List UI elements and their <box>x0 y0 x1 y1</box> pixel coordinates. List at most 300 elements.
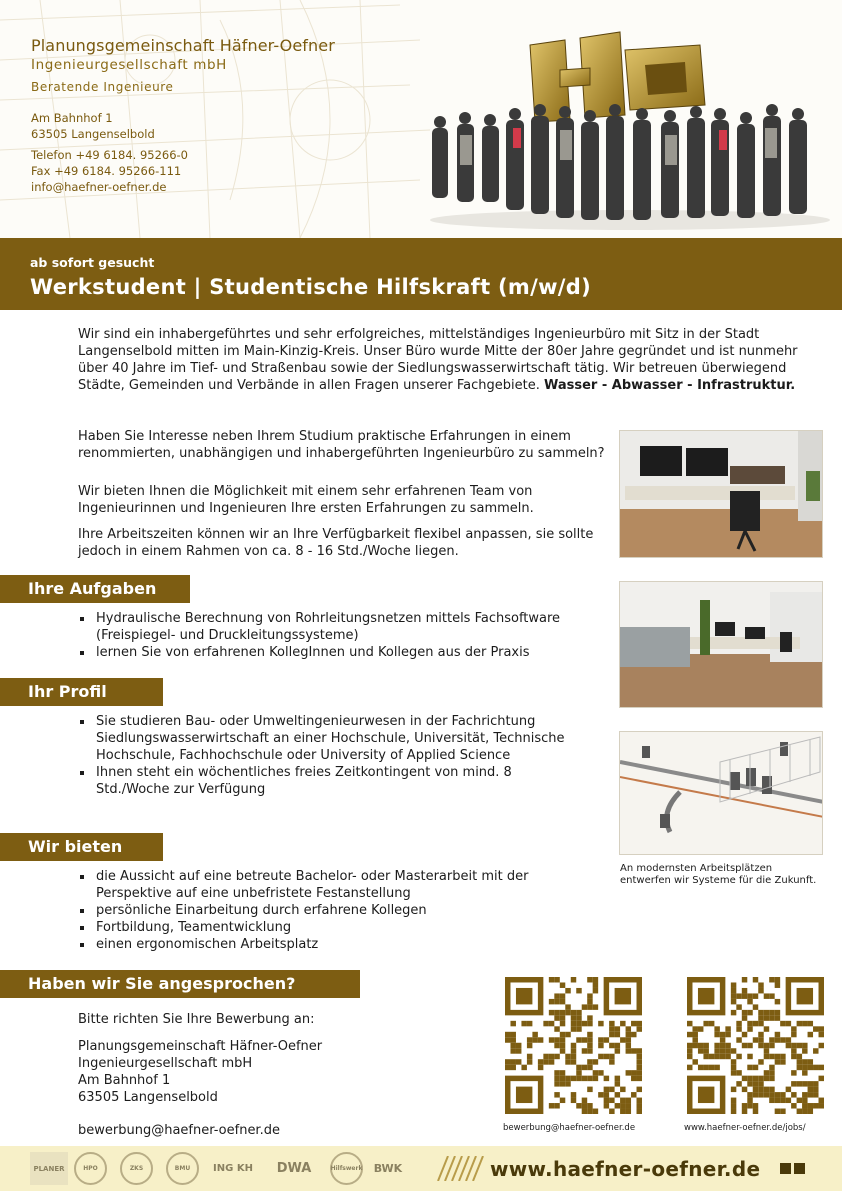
qr-module <box>769 1015 774 1020</box>
dwa-logo: DWA <box>276 1161 312 1176</box>
qr-module <box>554 1015 559 1020</box>
qr-finder-inner <box>516 1087 532 1103</box>
qr-module <box>802 1081 807 1086</box>
list-item: einen ergonomischen Arbeitsplatz <box>78 936 578 953</box>
qr-module <box>587 1059 592 1064</box>
qr-module <box>576 1015 581 1020</box>
qr-module <box>753 1037 758 1042</box>
qr-module <box>527 1043 532 1048</box>
qr-module <box>769 1065 774 1070</box>
qr-module <box>802 1098 807 1103</box>
qr-module <box>560 1032 565 1037</box>
qr-module <box>560 1098 565 1103</box>
qr-module <box>731 993 736 998</box>
qr-module <box>576 1103 581 1108</box>
qr-module <box>764 1092 769 1097</box>
qr-module <box>609 1021 614 1026</box>
qr-module <box>731 1087 736 1092</box>
qr-module <box>780 1098 785 1103</box>
qr-module <box>775 1032 780 1037</box>
intro-emphasis: Wasser - Abwasser - Infrastruktur. <box>543 378 796 393</box>
qr-module <box>576 1021 581 1026</box>
qr-module <box>753 1081 758 1086</box>
qr-module <box>819 1065 824 1070</box>
qr-module <box>576 1026 581 1031</box>
qr-module <box>538 1065 543 1070</box>
qr-module <box>725 1026 730 1031</box>
qr-module <box>819 1043 824 1048</box>
qr-module <box>571 1054 576 1059</box>
office-photo-room <box>619 581 823 708</box>
qr-module <box>582 1021 587 1026</box>
qr-module <box>615 1081 620 1086</box>
email-link[interactable]: info@haefner-oefner.de <box>31 180 167 194</box>
qr-module <box>758 1043 763 1048</box>
qr-module <box>720 1037 725 1042</box>
qr-caption-email: bewerbung@haefner-oefner.de <box>503 1123 636 1133</box>
qr-module <box>637 1109 642 1114</box>
qr-module <box>609 1059 614 1064</box>
qr-module <box>527 1021 532 1026</box>
banner-pretitle: ab sofort gesucht <box>30 255 155 270</box>
qr-module <box>582 1103 587 1108</box>
qr-module <box>813 1092 818 1097</box>
qr-module <box>571 1059 576 1064</box>
qr-module <box>560 1070 565 1075</box>
qr-module <box>813 1026 818 1031</box>
planer-logo: PLANER <box>30 1152 68 1185</box>
qr-module <box>802 1059 807 1064</box>
qr-module <box>747 1081 752 1086</box>
qr-module <box>598 1054 603 1059</box>
qr-module <box>742 1087 747 1092</box>
qr-module <box>576 1076 581 1081</box>
qr-module <box>703 1048 708 1053</box>
qr-module <box>609 1087 614 1092</box>
qr-module <box>775 1015 780 1020</box>
qr-module <box>758 1087 763 1092</box>
qr-module <box>764 1048 769 1053</box>
qr-module <box>703 1065 708 1070</box>
footer-square-icon <box>794 1163 805 1174</box>
qr-module <box>731 982 736 987</box>
qr-module <box>626 1109 631 1114</box>
qr-module <box>758 1081 763 1086</box>
qr-module <box>709 1021 714 1026</box>
qr-module <box>565 1032 570 1037</box>
list-item: Sie studieren Bau- oder Umweltingenieurwesen in der Fachrichtung Siedlungswasserwirtschaft an einer Hochschule, Universität, Technische Hochschule, Fachhochschule oder University of Applied Science <box>78 713 578 764</box>
qr-module <box>786 1037 791 1042</box>
qr-module <box>736 1054 741 1059</box>
qr-module <box>819 1076 824 1081</box>
qr-module <box>554 1043 559 1048</box>
qr-module <box>742 1032 747 1037</box>
qr-module <box>703 1054 708 1059</box>
fax-number: Fax +49 6184. 95266-111 <box>31 164 182 178</box>
contact-address <box>78 1038 322 1106</box>
qr-finder-inner <box>698 1087 714 1103</box>
qr-module <box>587 1015 592 1020</box>
qr-module <box>598 1092 603 1097</box>
qr-module <box>593 1070 598 1075</box>
qr-module <box>775 1109 780 1114</box>
qr-module <box>554 1076 559 1081</box>
qr-module <box>769 1098 774 1103</box>
qr-module <box>736 1026 741 1031</box>
qr-module <box>587 1037 592 1042</box>
qr-module <box>808 1087 813 1092</box>
qr-module <box>742 1109 747 1114</box>
qr-module <box>626 1032 631 1037</box>
qr-module <box>808 1109 813 1114</box>
qr-module <box>797 1054 802 1059</box>
qr-module <box>637 1098 642 1103</box>
qr-module <box>808 1092 813 1097</box>
qr-module <box>554 1070 559 1075</box>
qr-module <box>631 1048 636 1053</box>
qr-module <box>775 1059 780 1064</box>
qr-module <box>631 1021 636 1026</box>
qr-module <box>780 1109 785 1114</box>
qr-module <box>604 1054 609 1059</box>
qr-module <box>560 1010 565 1015</box>
qr-module <box>637 1087 642 1092</box>
qr-module <box>791 1070 796 1075</box>
qr-module <box>769 1070 774 1075</box>
qr-module <box>720 1032 725 1037</box>
qr-module <box>769 993 774 998</box>
qr-module <box>791 1054 796 1059</box>
qr-code-jobs[interactable] <box>687 977 824 1114</box>
qr-module <box>587 993 592 998</box>
company-contact <box>31 147 188 195</box>
qr-module <box>808 1021 813 1026</box>
qr-module <box>720 1054 725 1059</box>
qr-module <box>587 999 592 1004</box>
qr-module <box>731 1098 736 1103</box>
qr-module <box>764 1087 769 1092</box>
qr-module <box>620 1021 625 1026</box>
qr-module <box>758 1010 763 1015</box>
qr-module <box>604 1087 609 1092</box>
qr-module <box>571 1076 576 1081</box>
qr-module <box>709 1065 714 1070</box>
list-item: Hydraulische Berechnung von Rohrleitungsnetzen mittels Fachsoftware (Freispiegel- und Druckleitungssysteme) <box>78 610 598 644</box>
qr-module <box>747 1065 752 1070</box>
hpo-logo: HPO <box>74 1152 107 1185</box>
qr-module <box>791 1092 796 1097</box>
qr-module <box>808 1081 813 1086</box>
qr-module <box>565 988 570 993</box>
qr-module <box>598 1070 603 1075</box>
qr-module <box>698 1043 703 1048</box>
qr-module <box>631 1076 636 1081</box>
qr-module <box>742 993 747 998</box>
qr-module <box>742 977 747 982</box>
qr-module <box>797 1065 802 1070</box>
qr-module <box>598 1021 603 1026</box>
qr-module <box>631 1092 636 1097</box>
qr-module <box>637 1070 642 1075</box>
qr-module <box>791 1103 796 1108</box>
qr-module <box>769 1076 774 1081</box>
intro-text: Wir sind ein inhabergeführtes und sehr erfolgreiches, mittelständiges Ingenieurbüro mit Sitz in der Stadt Langenselbold mitten im Main-Kinzig-Kreis. Unser Büro wurde Mitte der 80er Jahre gegründet und ist nunmehr über 40 Jahre im Tief- und Straßenbau sowie der Siedlungswasserwirtschaft tätig. Wir betreuen überwiegend Städte, Gemeinden und Verbände in allen Fragen unserer Fachgebiete. <box>78 327 798 393</box>
qr-module <box>637 1054 642 1059</box>
qr-finder-inner <box>698 988 714 1004</box>
qr-module <box>742 1103 747 1108</box>
qr-module <box>637 1065 642 1070</box>
list-item: Fortbildung, Teamentwicklung <box>78 919 578 936</box>
qr-module <box>725 1054 730 1059</box>
qr-module <box>813 1065 818 1070</box>
qr-module <box>549 1037 554 1042</box>
qr-module <box>813 1081 818 1086</box>
qr-module <box>576 1070 581 1075</box>
qr-module <box>747 1092 752 1097</box>
zks-logo: ZKS <box>120 1152 153 1185</box>
qr-module <box>747 1103 752 1108</box>
section-heading-profil: Ihr Profil <box>0 678 163 706</box>
qr-module <box>747 1010 752 1015</box>
qr-module <box>505 1059 510 1064</box>
qr-module <box>747 1021 752 1026</box>
qr-module <box>565 1081 570 1086</box>
qr-module <box>615 1043 620 1048</box>
qr-module <box>731 1010 736 1015</box>
qr-module <box>802 1021 807 1026</box>
qr-module <box>554 1010 559 1015</box>
qr-caption-jobs: www.haefner-oefner.de/jobs/ <box>684 1123 806 1133</box>
qr-module <box>543 1059 548 1064</box>
qr-module <box>775 1092 780 1097</box>
qr-module <box>604 1037 609 1042</box>
qr-module <box>510 1043 515 1048</box>
list-item: lernen Sie von erfahrenen KollegInnen und Kollegen aus der Praxis <box>78 644 598 661</box>
qr-module <box>510 1048 515 1053</box>
qr-module <box>747 1098 752 1103</box>
qr-module <box>764 993 769 998</box>
job-title: Werkstudent | Studentische Hilfskraft (m/w/d) <box>30 275 591 299</box>
qr-module <box>692 1043 697 1048</box>
bmu-seal-logo: BMU <box>166 1152 199 1185</box>
qr-module <box>626 1103 631 1108</box>
qr-module <box>731 1070 736 1075</box>
qr-module <box>791 1032 796 1037</box>
qr-module <box>527 1054 532 1059</box>
people-group <box>432 104 807 220</box>
qr-module <box>510 1021 515 1026</box>
team-photo <box>420 10 842 232</box>
qr-module <box>626 1048 631 1053</box>
qr-module <box>797 1043 802 1048</box>
footer-square-icon <box>780 1163 791 1174</box>
qr-module <box>554 977 559 982</box>
qr-module <box>687 1021 692 1026</box>
qr-module <box>510 1065 515 1070</box>
bwk-logo: BWK <box>373 1162 403 1175</box>
qr-module <box>687 1065 692 1070</box>
qr-module <box>747 1076 752 1081</box>
qr-module <box>687 1043 692 1048</box>
qr-module <box>709 1054 714 1059</box>
qr-module <box>780 1059 785 1064</box>
qr-module <box>791 1043 796 1048</box>
qr-module <box>626 1037 631 1042</box>
contact-company-sub: Ingenieurgesellschaft mbH <box>78 1056 253 1071</box>
qr-module <box>593 1004 598 1009</box>
qr-module <box>527 1059 532 1064</box>
qr-module <box>554 999 559 1004</box>
qr-module <box>615 1092 620 1097</box>
qr-module <box>747 1054 752 1059</box>
qr-module <box>532 1037 537 1042</box>
qr-module <box>813 1087 818 1092</box>
qr-module <box>609 1098 614 1103</box>
qr-module <box>609 1109 614 1114</box>
qr-module <box>637 1021 642 1026</box>
qr-module <box>769 1092 774 1097</box>
qr-module <box>549 977 554 982</box>
qr-module <box>549 1021 554 1026</box>
qr-module <box>604 1092 609 1097</box>
qr-module <box>593 977 598 982</box>
address-city: 63505 Langenselbold <box>31 127 155 141</box>
qr-module <box>554 1026 559 1031</box>
qr-module <box>582 1076 587 1081</box>
qr-module <box>731 1059 736 1064</box>
qr-module <box>576 1065 581 1070</box>
qr-module <box>560 1037 565 1042</box>
qr-module <box>791 1081 796 1086</box>
qr-module <box>819 1098 824 1103</box>
qr-module <box>637 1059 642 1064</box>
qr-module <box>780 1021 785 1026</box>
qr-module <box>587 1103 592 1108</box>
section-heading-bieten: Wir bieten <box>0 833 163 861</box>
qr-module <box>692 1026 697 1031</box>
qr-module <box>725 1032 730 1037</box>
qr-module <box>731 1065 736 1070</box>
website-url[interactable]: www.haefner-oefner.de <box>490 1157 761 1181</box>
qr-module <box>543 1054 548 1059</box>
qr-module <box>560 1076 565 1081</box>
qr-module <box>604 1103 609 1108</box>
qr-module <box>692 1059 697 1064</box>
qr-module <box>538 1037 543 1042</box>
list-item: Ihnen steht ein wöchentliches freies Zeitkontingent von mind. 8 Std./Woche zur Verfügung <box>78 764 578 798</box>
qr-code-email[interactable] <box>505 977 642 1114</box>
application-email[interactable]: bewerbung@haefner-oefner.de <box>78 1123 280 1138</box>
qr-module <box>764 1015 769 1020</box>
qr-module <box>576 1037 581 1042</box>
qr-module <box>637 1048 642 1053</box>
qr-module <box>692 1032 697 1037</box>
qr-module <box>521 1065 526 1070</box>
qr-module <box>736 1070 741 1075</box>
qr-module <box>753 1004 758 1009</box>
qr-module <box>703 1021 708 1026</box>
qr-module <box>560 993 565 998</box>
qr-module <box>549 1059 554 1064</box>
qr-module <box>615 1103 620 1108</box>
qr-module <box>631 1032 636 1037</box>
footer <box>0 1146 842 1191</box>
qr-module <box>780 1054 785 1059</box>
qr-module <box>775 977 780 982</box>
list-item: persönliche Einarbeitung durch erfahrene Kollegen <box>78 902 578 919</box>
qr-module <box>521 1021 526 1026</box>
qr-module <box>582 1048 587 1053</box>
qr-module <box>593 1109 598 1114</box>
qr-module <box>587 1004 592 1009</box>
qr-module <box>609 1032 614 1037</box>
qr-module <box>769 1037 774 1042</box>
qr-module <box>775 1037 780 1042</box>
qr-module <box>808 1065 813 1070</box>
qr-module <box>802 1070 807 1075</box>
qr-module <box>510 1037 515 1042</box>
qr-module <box>736 1081 741 1086</box>
qr-module <box>554 1081 559 1086</box>
qr-module <box>560 982 565 987</box>
qr-module <box>797 1109 802 1114</box>
qr-module <box>769 1087 774 1092</box>
qr-module <box>731 988 736 993</box>
qr-module <box>758 988 763 993</box>
qr-module <box>604 1076 609 1081</box>
qr-module <box>565 1054 570 1059</box>
qr-module <box>571 1015 576 1020</box>
qr-module <box>582 1098 587 1103</box>
qr-module <box>742 1010 747 1015</box>
qr-module <box>637 1026 642 1031</box>
office-photo-desk <box>619 430 823 558</box>
qr-module <box>527 1037 532 1042</box>
pipe-network-rendering <box>619 731 823 855</box>
qr-module <box>714 1026 719 1031</box>
qr-module <box>587 1032 592 1037</box>
qr-module <box>587 1021 592 1026</box>
qr-module <box>764 1054 769 1059</box>
qr-module <box>576 1010 581 1015</box>
qr-module <box>786 1087 791 1092</box>
qr-module <box>758 1092 763 1097</box>
qr-module <box>582 1065 587 1070</box>
qr-module <box>753 1103 758 1108</box>
qr-module <box>637 1103 642 1108</box>
aufgaben-list <box>78 610 598 661</box>
contact-company: Planungsgemeinschaft Häfner-Oefner <box>78 1039 323 1054</box>
qr-module <box>598 1043 603 1048</box>
qr-module <box>714 1048 719 1053</box>
qr-module <box>742 1043 747 1048</box>
paragraph-interest: Haben Sie Interesse neben Ihrem Studium praktische Erfahrungen in einem renommierten, unabhängigen und inhabergeführten Ingenieurbüro zu sammeln? <box>78 429 605 461</box>
qr-module <box>626 1070 631 1075</box>
header <box>0 0 842 238</box>
qr-module <box>714 1032 719 1037</box>
qr-module <box>753 977 758 982</box>
qr-module <box>609 1054 614 1059</box>
qr-module <box>747 1026 752 1031</box>
qr-module <box>549 1054 554 1059</box>
qr-module <box>720 1043 725 1048</box>
paragraph-offer: Wir bieten Ihnen die Möglichkeit mit einem sehr erfahrenen Team von Ingenieurinnen und Ingenieuren Ihre ersten Erfahrungen zu sammeln. <box>78 484 534 516</box>
qr-module <box>687 1048 692 1053</box>
qr-module <box>587 1109 592 1114</box>
qr-module <box>593 1076 598 1081</box>
qr-module <box>714 1054 719 1059</box>
qr-module <box>797 1021 802 1026</box>
